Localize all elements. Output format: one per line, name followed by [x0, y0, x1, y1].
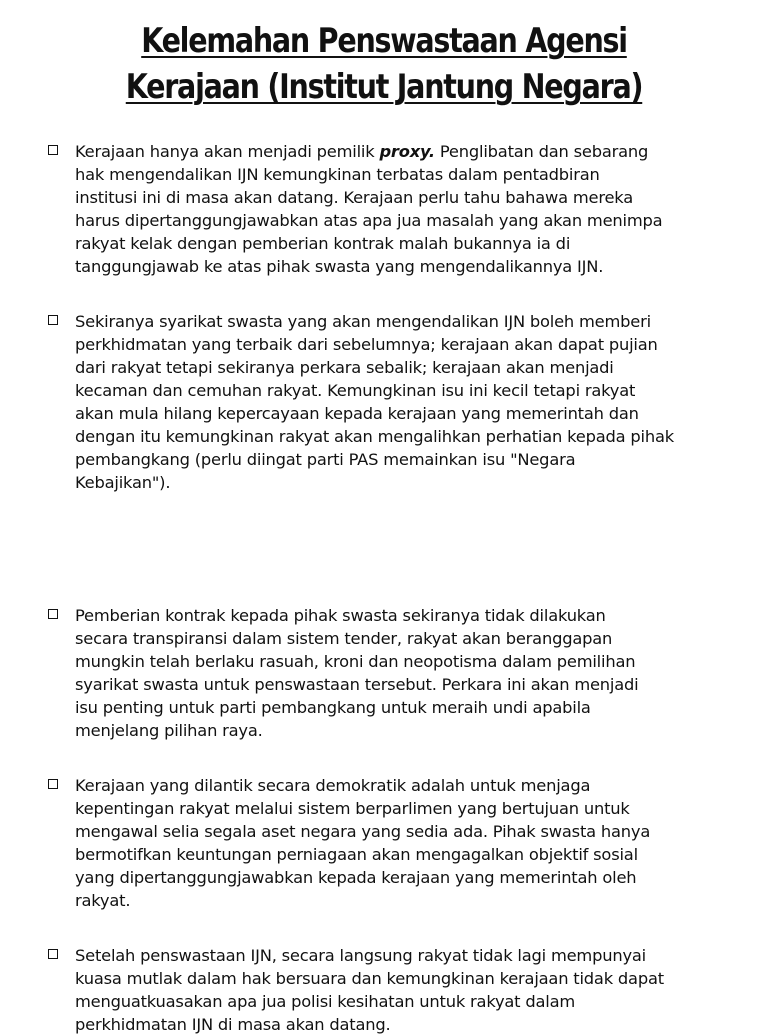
bullet-lead: Kerajaan hanya akan menjadi pemilik	[75, 142, 380, 161]
bullet-text-5: Setelah penswastaan IJN, secara langsung rakyat tidak lagi mempunyai kuasa mutlak dalam hak bersuara dan kemungkinan kerajaan tidak dapat menguatkuasakan apa jua polisi kesihatan untuk rakyat dalam perkhidmatan IJN di masa akan datang.	[75, 946, 664, 1034]
page-title	[61, 18, 706, 110]
checkbox-bullet-icon	[48, 145, 58, 155]
bullet-emphasis: proxy.	[379, 142, 435, 161]
bullet-text-4: Kerajaan yang dilantik secara demokratik adalah untuk menjaga kepentingan rakyat melalui sistem berparlimen yang bertujuan untuk mengawal selia segala aset negara yang sedia ada. Pihak swasta hanya bermotifkan keuntungan perniagaan akan mengagalkan objektif sosial yang dipertanggungjawabkan kepada kerajaan yang memerintah oleh rakyat.	[75, 776, 651, 910]
checkbox-bullet-icon	[48, 779, 58, 789]
checkbox-bullet-icon	[48, 949, 58, 959]
title-line-1: Kelemahan Penswastaan Agensi	[141, 21, 627, 61]
bullet-body: Penglibatan dan sebarang hak mengendalikan IJN kemungkinan terbatas dalam pentadbiran institusi ini di masa akan datang. Kerajaan perlu tahu bahawa mereka harus dipertanggungjawabkan atas apa jua masalah yang akan menimpa rakyat kelak dengan pemberian kontrak malah bukannya ia di tanggungjawab ke atas pihak swasta yang mengendalikannya IJN.	[75, 142, 663, 276]
checkbox-bullet-icon	[48, 315, 58, 325]
bullet-text-1	[75, 140, 735, 278]
bullet-text-2: Sekiranya syarikat swasta yang akan mengendalikan IJN boleh memberi perkhidmatan yang terbaik dari sebelumnya; kerajaan akan dapat pujian dari rakyat tetapi sekiranya perkara sebalik; kerajaan akan menjadi kecaman dan cemuhan rakyat. Kemungkinan isu ini kecil tetapi rakyat akan mula hilang kepercayaan kepada kerajaan yang memerintah dan dengan itu kemungkinan rakyat akan mengalihkan perhatian kepada pihak pembangkang (perlu diingat parti PAS memainkan isu "Negara Kebajikan").	[75, 312, 674, 492]
checkbox-bullet-icon	[48, 609, 58, 619]
bullet-text-3: Pemberian kontrak kepada pihak swasta sekiranya tidak dilakukan secara transpiransi dalam sistem tender, rakyat akan beranggapan mungkin telah berlaku rasuah, kroni dan neopotisma dalam pemilihan syarikat swasta untuk penswastaan tersebut. Perkara ini akan menjadi isu penting untuk parti pembangkang untuk meraih undi apabila menjelang pilihan raya.	[75, 606, 639, 740]
title-line-2: Kerajaan (Institut Jantung Negara)	[125, 67, 643, 107]
